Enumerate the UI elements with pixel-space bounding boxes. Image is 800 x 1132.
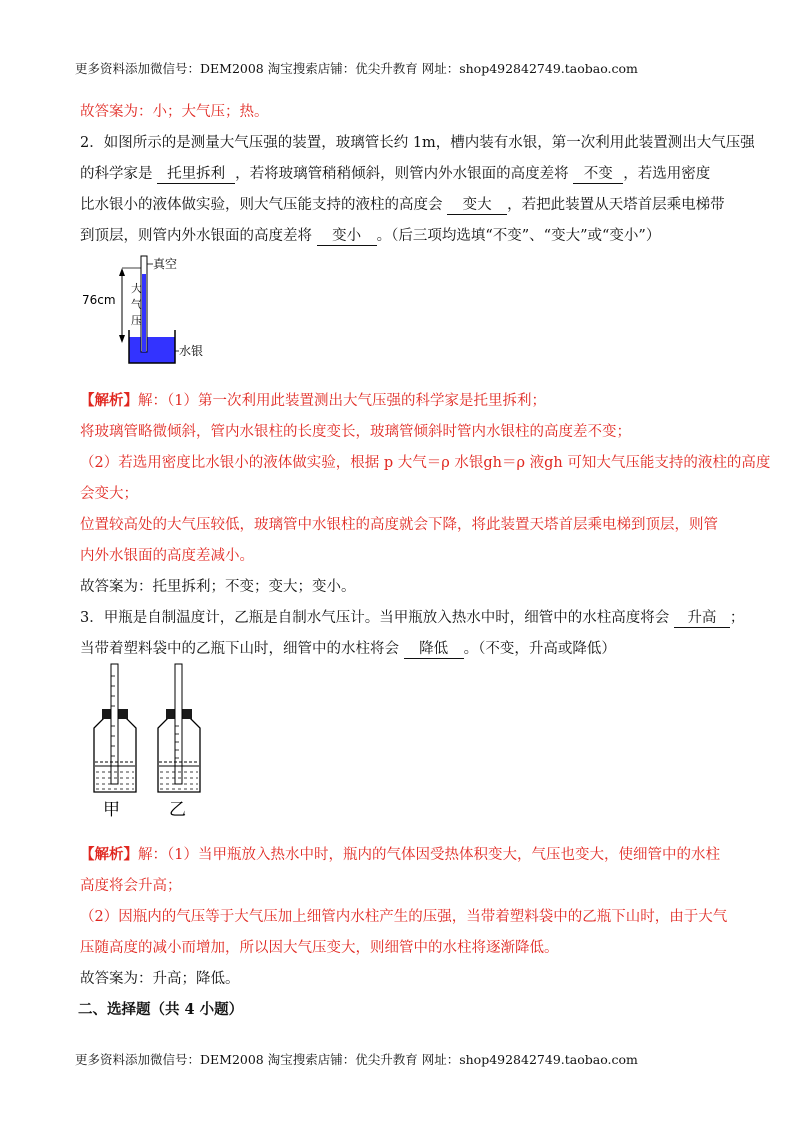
- q2-line-2-text-b: ，若将玻璃管稍稍倾斜，则管内外水银面的高度差将: [235, 166, 574, 182]
- q2-blank-1: 托里拆利: [157, 162, 235, 184]
- bottle-b-label: 乙: [169, 800, 186, 820]
- q2-analysis-line-2: 将玻璃管略微倾斜，管内水银柱的长度变长，玻璃管倾斜时管内水银柱的高度差不变；: [80, 424, 631, 440]
- q2-analysis-line-3: （2）若选用密度比水银小的液体做实验，根据 p 大气＝ρ 水银gh＝ρ 液gh 可知大气压能支持的液柱的高度: [80, 455, 771, 471]
- q2-line-2-text-c: ，若选用密度: [623, 166, 711, 182]
- q3-blank-2: 降低: [404, 637, 464, 659]
- page-header: 更多资料添加微信号：DEM2008 淘宝搜索店铺：优尖升教育 网址：shop492842749.taobao.com: [75, 61, 638, 76]
- air-label-3: 压: [131, 314, 142, 327]
- mercury-column: [142, 274, 146, 352]
- air-label-1: 大: [131, 282, 142, 295]
- torricelli-figure: [82, 252, 222, 372]
- q3-analysis-line-4: 压随高度的减小而增加，所以因大气压变大，则细管中的水柱将逐渐降低。: [80, 940, 559, 956]
- q1-answer: 故答案为：小；大气压；热。: [80, 104, 269, 120]
- q2-blank-4: 变小: [317, 224, 377, 246]
- mercury-trough-fill: [129, 337, 175, 363]
- q2-blank-2: 不变: [573, 162, 623, 184]
- bottle-a: [94, 664, 136, 792]
- q3-analysis-line-1: [80, 843, 720, 864]
- q2-analysis-line-6: 内外水银面的高度差减小。: [80, 548, 254, 564]
- q2-line-4: [80, 224, 660, 246]
- bottle-a-label: 甲: [103, 800, 120, 820]
- q3-line-2: [80, 637, 616, 659]
- q3-line-1-text-a: 3．甲瓶是自制温度计，乙瓶是自制水气压计。当甲瓶放入热水中时，细管中的水柱高度将会: [80, 610, 674, 626]
- q3-answer: 故答案为：升高；降低。: [80, 971, 240, 987]
- mercury-label: 水银: [179, 344, 204, 358]
- q2-line-2: [80, 162, 710, 184]
- q3-line-1: [80, 606, 744, 628]
- q2-analysis-line-4: 会变大；: [80, 486, 138, 502]
- q2-analysis-line-1: [80, 389, 546, 410]
- q2-line-4-text-a: 到顶层，则管内外水银面的高度差将: [80, 228, 317, 244]
- q3-analysis-line-2: 高度将会升高；: [80, 878, 182, 894]
- q3-analysis-tag: 【解析】: [80, 846, 138, 863]
- q3-line-2-text-a: 当带着塑料袋中的乙瓶下山时，细管中的水柱将会: [80, 641, 404, 657]
- page-footer: 更多资料添加微信号：DEM2008 淘宝搜索店铺：优尖升教育 网址：shop492842749.taobao.com: [75, 1052, 638, 1067]
- q2-line-3-text-b: ，若把此装置从天塔首层乘电梯带: [507, 197, 725, 213]
- height-label: 76cm: [82, 293, 116, 307]
- arrow-up: [119, 268, 125, 276]
- q3-line-1-text-b: ；: [729, 610, 745, 626]
- q3-line-2-text-b: 。（不变，升高或降低）: [463, 641, 616, 657]
- q2-line-1: 2．如图所示的是测量大气压强的装置，玻璃管长约 1m，槽内装有水银，第一次利用此装置测出大气压强: [80, 135, 755, 151]
- q3-blank-1: 升高: [674, 606, 730, 628]
- q3-analysis-line-3: （2）因瓶内的气压等于大气压加上细管内水柱产生的压强，当带着塑料袋中的乙瓶下山时，由于大气: [80, 909, 728, 925]
- q2-line-2-text-a: 的科学家是: [80, 166, 158, 182]
- q2-answer: 故答案为：托里拆利；不变；变大；变小。: [80, 579, 356, 595]
- q2-analysis-tag: 【解析】: [80, 392, 138, 409]
- q2-analysis-line-5: 位置较高处的大气压较低，玻璃管中水银柱的高度就会下降，将此装置天塔首层乘电梯到顶层，则管: [80, 517, 718, 533]
- q2-line-4-text-b: 。（后三项均选填“不变”、“变大”或“变小”）: [376, 228, 661, 244]
- q2-blank-3: 变大: [447, 193, 507, 215]
- q2-line-3: [80, 193, 725, 215]
- q2-analysis-text-1: 解：（1）第一次利用此装置测出大气压强的科学家是托里拆利；: [138, 393, 546, 409]
- section-2-title: 二、选择题（共 4 小题）: [78, 1001, 244, 1018]
- vacuum-label: 真空: [153, 257, 178, 271]
- bottles-figure: [86, 662, 216, 822]
- q2-line-3-text-a: 比水银小的液体做实验，则大气压能支持的液柱的高度会: [80, 197, 448, 213]
- air-label-2: 气: [131, 298, 142, 311]
- bottle-b: [158, 664, 200, 792]
- q3-analysis-text-1: 解：（1）当甲瓶放入热水中时，瓶内的气体因受热体积变大，气压也变大，使细管中的水柱: [138, 847, 720, 863]
- arrow-down: [119, 335, 125, 343]
